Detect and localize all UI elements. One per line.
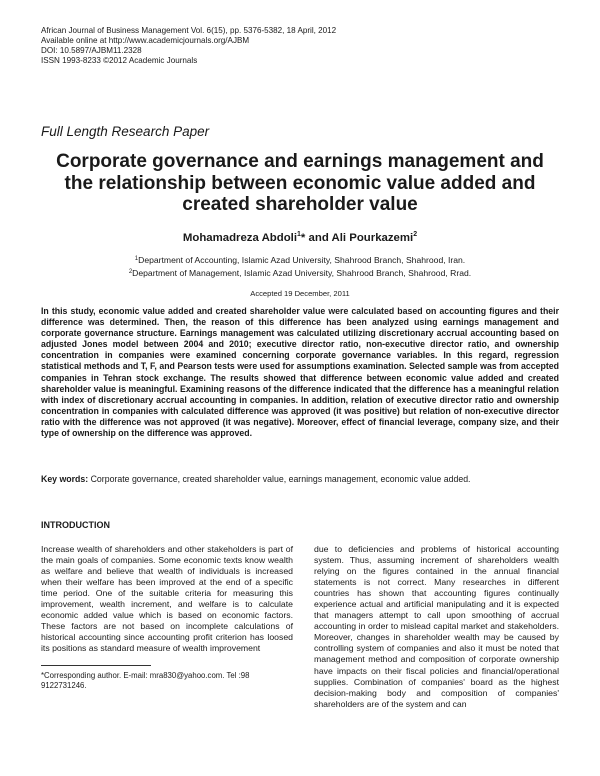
abstract: In this study, economic value added and created shareholder value were calculated based on accounting figures and their difference was determined. Then, the reason of this difference has been analyzed using earnings management and corporate governance structure. Earnings management was calculated utilizing discretionary accrual accounting based on adjusted Jones model between 2004 and 2010; executive director ratio, non-executive director ratio, and ownership concentration in companies were examined concerning corporate governance variables. In this regard, regression statistical methods and T, F, and Pearson tests were used for assumptions examination. Selected sample was from accepted companies in Tehran stock exchange. The results showed that difference between economic value added and created shareholder value is meaningful. Examining reasons of the difference indicated that the difference has a meaningful relation with index of discretionary accrual accounting in companies. In addition, relation of executive director ratio and ownership concentration in companies with calculated difference was approved (it was positive) but relation of non-executive director ratio with the difference was not approved (it was negative). Moreover, effect of financial leverage, company size, and their type of ownership on the difference was approved. [41,306,559,439]
keywords-text: Corporate governance, created shareholder value, earnings management, economic value added. [88,474,471,484]
author-affiliation-mark: 2 [413,231,418,238]
journal-header [41,26,441,66]
accepted-date: Accepted 19 December, 2011 [250,289,350,298]
author-affiliation-mark: 1 [297,231,301,238]
paper-title [30,151,570,216]
section-heading: INTRODUCTION [41,520,110,530]
affiliation-number: 2 [128,268,133,275]
author-name: Ali Pourkazemi [331,232,414,244]
affiliation [0,254,600,267]
title-line: created shareholder value [182,194,418,215]
paper-type: Full Length Research Paper [41,124,210,139]
keywords-label: Key words: [41,474,89,484]
online-availability: Available online at http://www.academicjournals.org/AJBM [41,36,250,46]
intro-right-column: due to deficiencies and problems of historical accounting system. Thus, assuming increment of shareholders wealth relying on the figures contained in the annual financial statements is not correct. Many researches in different countries has shown that accounting figures continually experience actual and artificial manipulating and it is expected that managers attempt to call upon smoothing of accrual accounting in order to mislead capital market and stakeholders. Moreover, changes in shareholder wealth may be caused by controlling system of companies and also it must be noted that management method and composition of corporate ownership have impacts on their fiscal policies and financial/operational supplies. Combination of companies' board as the highest decision-making body and composition of companies' shareholders are of the system and can [314,544,559,709]
affiliation [0,267,600,280]
title-line: the relationship between economic value added and [64,172,536,194]
issn: ISSN 1993-8233 ©2012 Academic Journals [41,56,198,66]
authors [0,231,600,244]
title-line: Corporate governance and earnings management and [56,151,544,172]
author-joiner: and [305,232,332,244]
author-name: Mohamadreza Abdoli [182,232,298,244]
keywords [41,474,559,485]
journal-citation: African Journal of Business Management Vol. 6(15), pp. 5376-5382, 18 April, 2012 [41,26,337,35]
affiliation-text: Department of Management, Islamic Azad University, Shahrood Branch, Shahrood, Rrad. [132,267,472,278]
doi: DOI: 10.5897/AJBM11.2328 [41,46,142,56]
affiliations [0,254,600,279]
affiliation-text: Department of Accounting, Islamic Azad University, Shahrood Branch, Shahrood, Iran. [138,255,466,265]
footnote-divider [41,665,151,666]
affiliation-number: 1 [134,256,139,262]
corresponding-author-footnote: *Corresponding author. E-mail: mra830@yahoo.com. Tel :98 9122731246. [41,671,250,691]
intro-left-column: Increase wealth of shareholders and other stakeholders is part of the main goals of companies. Some economic texts know wealth as welfare and believe that wealth of individuals is increased when their welfare has been improved at the end of a specific time period. One of the suitable criteria for measuring this improvement, wealth increment, and welfare is to calculate economic added value which is based on economic factors. These factors are not based on incomplete calculations of historical accounting since accounting profit criterion has loosed its positions as standard measure of wealth improvement [41,544,293,654]
corresponding-mark: * [300,232,306,244]
